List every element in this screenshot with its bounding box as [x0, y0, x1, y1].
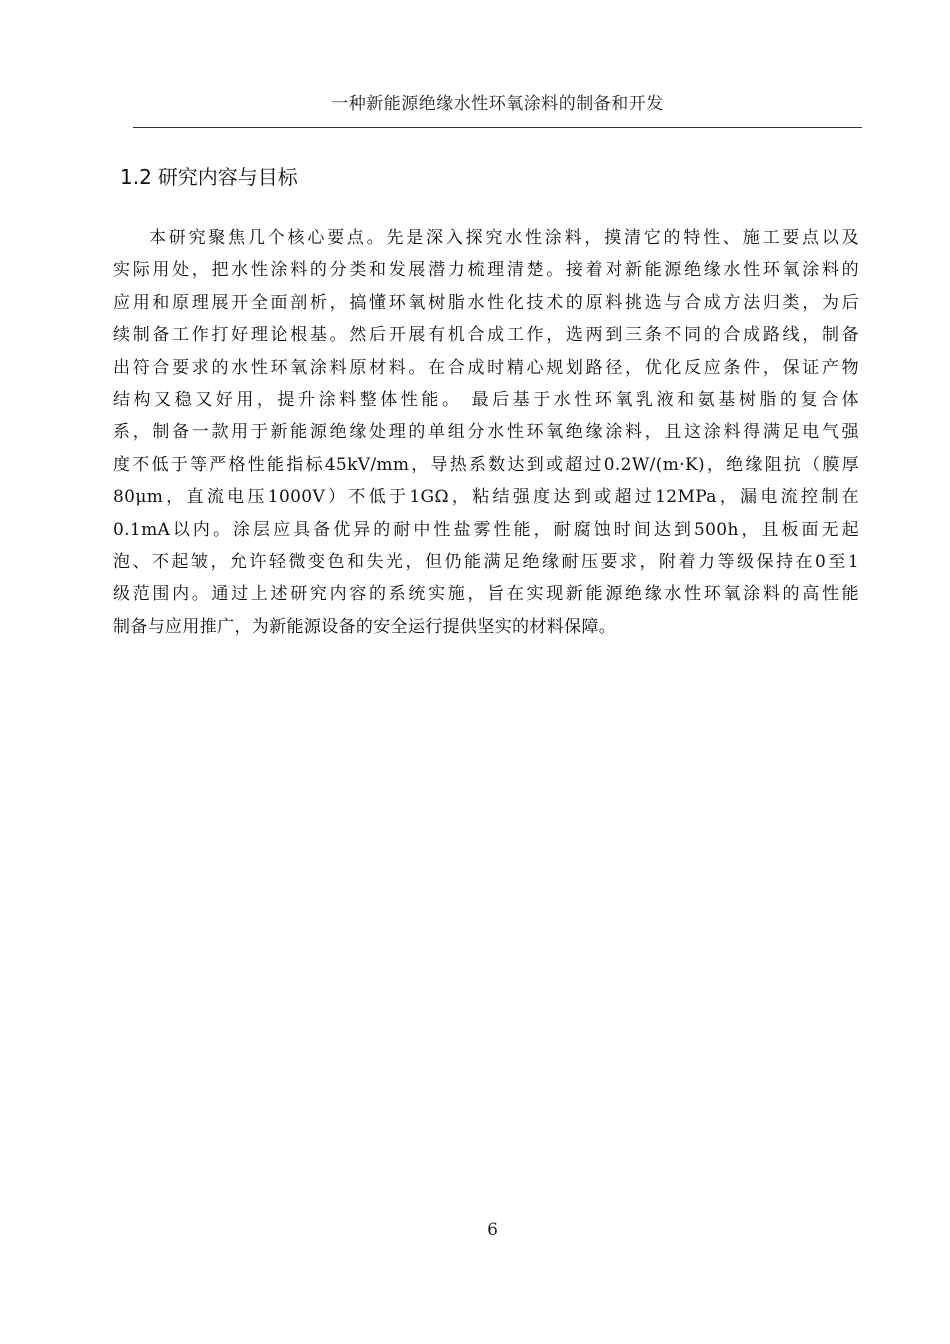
running-header: 一种新能源绝缘水性环氧涂料的制备和开发	[331, 94, 664, 114]
header-divider	[133, 127, 862, 128]
section-title: 研究内容与目标	[157, 165, 298, 189]
paragraph-line: 80μm，直流电压1000V）不低于1GΩ，粘结强度达到或超过12MPa，漏电流控制在	[113, 487, 859, 508]
paragraph-line: 泡、不起皱，允许轻微变色和失光，但仍能满足绝缘耐压要求，附着力等级保持在0至1	[113, 551, 859, 572]
page-number: 6	[487, 1220, 498, 1240]
paragraph-line: 应用和原理展开全面剖析，搞懂环氧树脂水性化技术的原料挑选与合成方法归类，为后	[113, 292, 859, 313]
body-paragraph	[113, 222, 859, 643]
paragraph-line: 续制备工作打好理论根基。然后开展有机合成工作，选两到三条不同的合成路线，制备	[113, 325, 859, 346]
section-number: 1.2	[120, 165, 152, 189]
paragraph-line: 本研究聚焦几个核心要点。先是深入探究水性涂料，摸清它的特性、施工要点以及	[149, 228, 859, 248]
paragraph-line: 0.1mA以内。涂层应具备优异的耐中性盐雾性能，耐腐蚀时间达到500h，且板面无起	[113, 519, 859, 540]
paragraph-line: 系，制备一款用于新能源绝缘处理的单组分水性环氧绝缘涂料，且这涂料得满足电气强	[113, 422, 859, 443]
paragraph-line: 度不低于等严格性能指标45kV/mm，导热系数达到或超过0.2W/(m·K)，绝缘阻抗（膜厚	[113, 454, 859, 475]
paragraph-line: 级范围内。通过上述研究内容的系统实施，旨在实现新能源绝缘水性环氧涂料的高性能	[113, 584, 859, 605]
paragraph-line: 实际用处，把水性涂料的分类和发展潜力梳理清楚。接着对新能源绝缘水性环氧涂料的	[113, 260, 859, 281]
paragraph-line: 结构又稳又好用，提升涂料整体性能。 最后基于水性环氧乳液和氨基树脂的复合体	[113, 389, 859, 410]
section-heading	[120, 163, 298, 191]
paragraph-line: 制备与应用推广，为新能源设备的安全运行提供坚实的材料保障。	[113, 616, 617, 637]
paragraph-line: 出符合要求的水性环氧涂料原材料。在合成时精心规划路径，优化反应条件，保证产物	[113, 357, 859, 378]
